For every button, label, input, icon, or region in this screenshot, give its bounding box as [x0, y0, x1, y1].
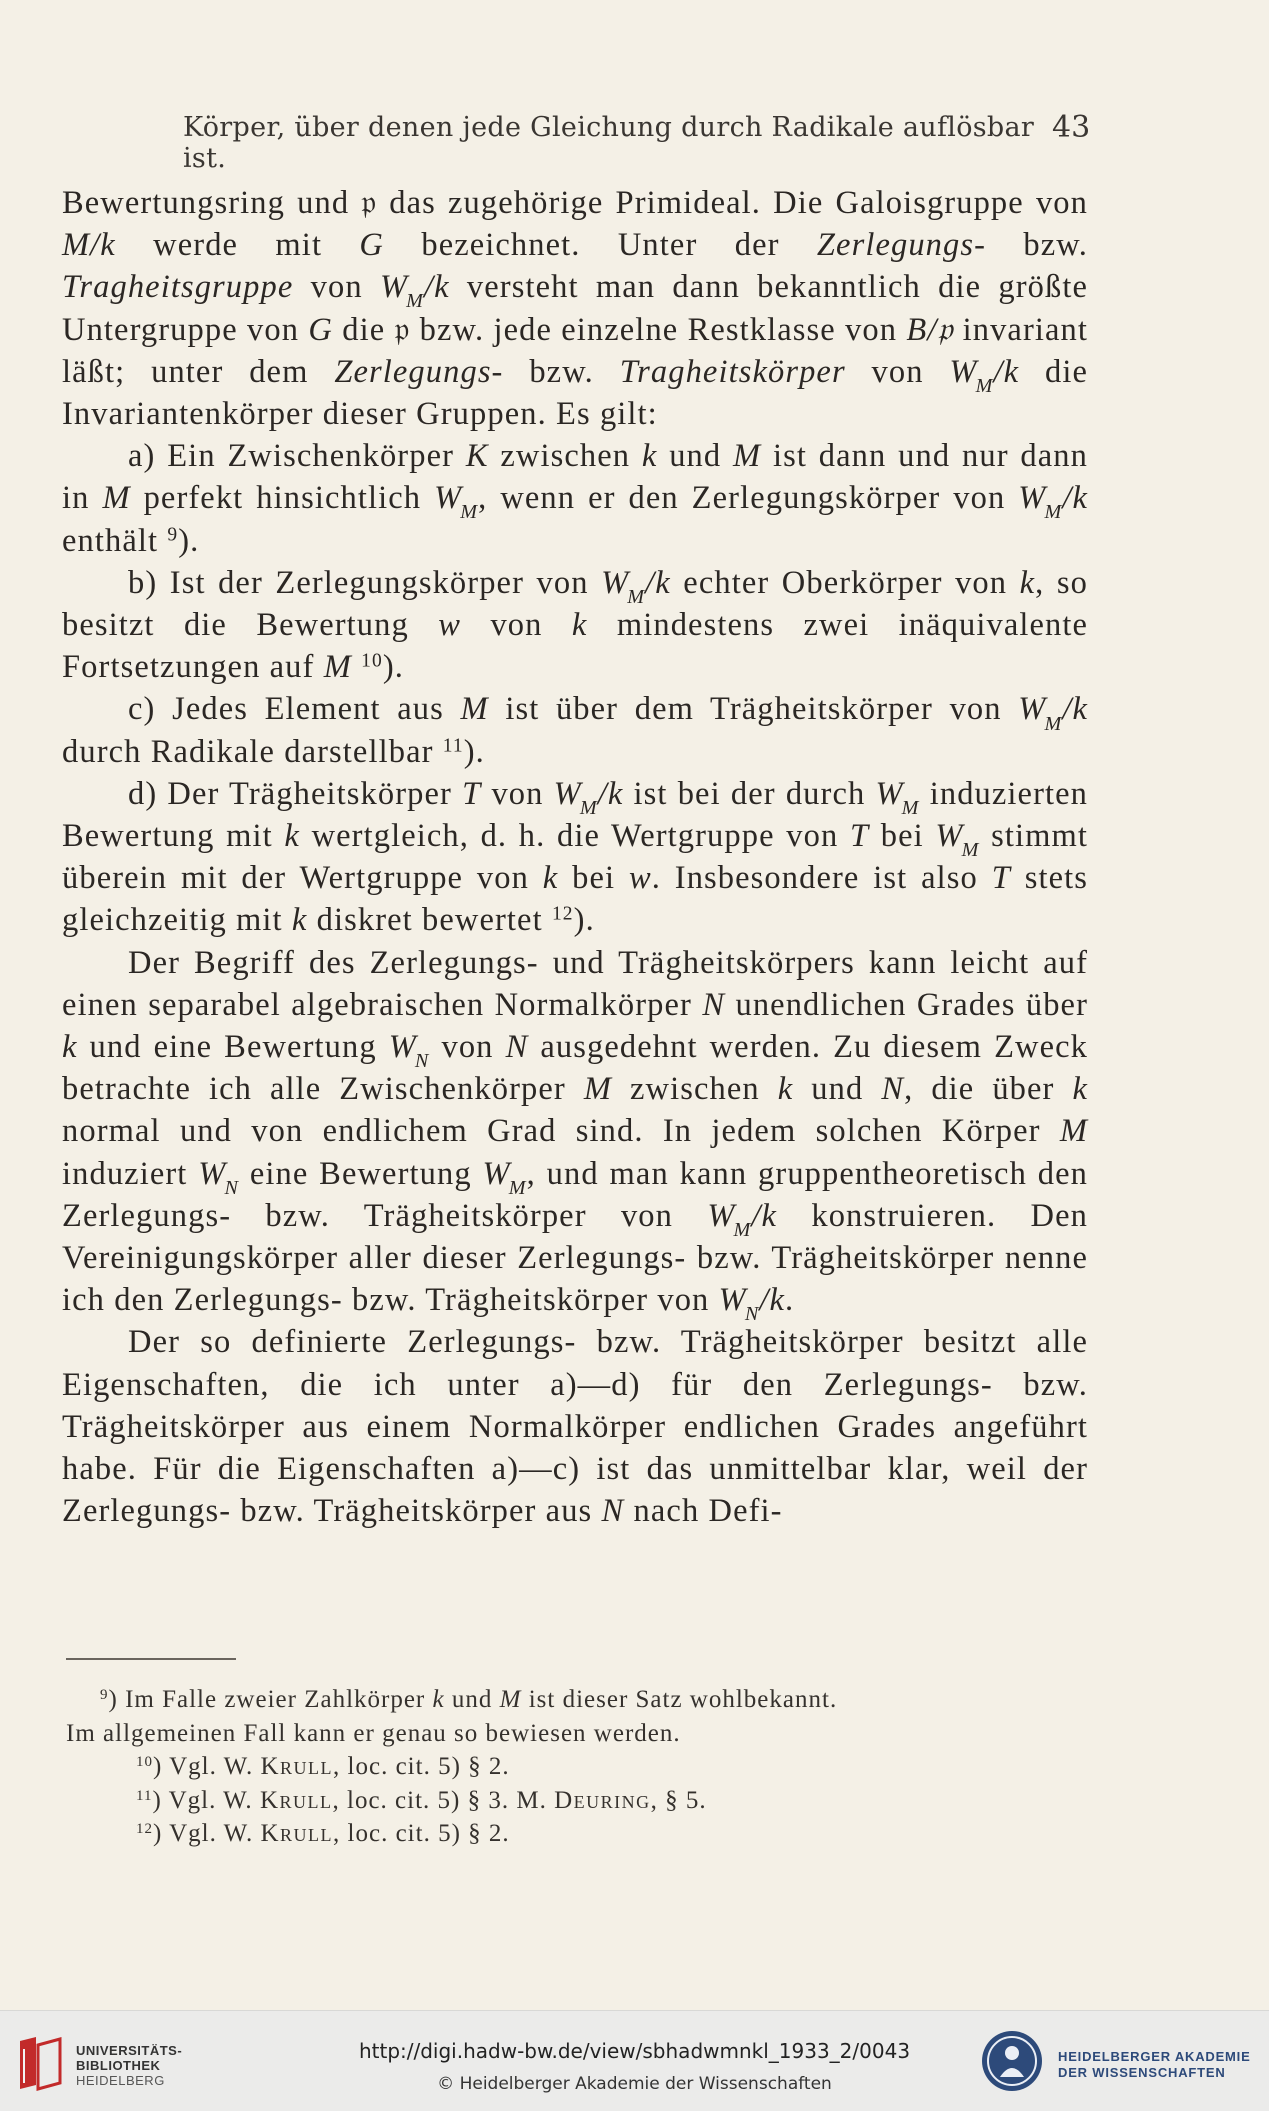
footnote-divider — [66, 1658, 236, 1660]
body-text — [62, 182, 1088, 1533]
theorem-item-a: a) Ein Zwischenkörper K zwischen k und M ist dann und nur dann in M perfekt hinsichtlich $W_M$, wenn er den Zerlegungskörper von $W_M/k$ enthält $^9$). — [62, 438, 1088, 559]
footnote-9: $^9$) Im Falle zweier Zahlkörper k und M ist dieser Satz wohlbekannt. — [100, 1686, 838, 1713]
copyright-notice: © Heidelberger Akademie der Wissenschaften — [437, 2074, 832, 2094]
theorem-item-c: c) Jedes Element aus M ist über dem Trägheitskörper von $W_M/k$ durch Radikale darstellbar $^{11}$). — [62, 691, 1089, 770]
theorem-item-b: b) Ist der Zerlegungskörper von $W_M/k$ echter Oberkörper von k, so besitzt die Bewertung w von k mindestens zwei inäquivalente Fortsetzungen auf M $^{10}$). — [62, 564, 1089, 686]
paragraph-intro: Bewertungsring und 𝔭 das zugehörige Primideal. Die Galoisgruppe von M/k werde mit G bezeichnet. Unter der Zerlegungs- bzw. Tragheitsgruppe von $W_M/k$ versteht man dann bekanntlich die größte Untergruppe von G die 𝔭 bzw. jede einzelne Restklasse von B/𝔭 invariant läßt; unter dem Zerlegungs- bzw. Tragheitskörper von $W_M/k$ die Invariantenkörper dieser Gruppen. Es gilt: — [62, 185, 1089, 433]
page-number: 43 — [1052, 110, 1091, 145]
footnote-10: $^{10}$) Vgl. W. Krull, loc. cit. 5) § 2. — [136, 1753, 510, 1780]
academy-seal-icon — [980, 2029, 1044, 2093]
permalink-url[interactable]: http://digi.hadw-bw.de/view/sbhadwmnkl_1933_2/0043 — [358, 2039, 911, 2063]
footnote-11: $^{11}$) Vgl. W. Krull, loc. cit. 5) § 3. M. Deuring, § 5. — [136, 1786, 707, 1814]
university-library-name: UNIVERSITÄTS- BIBLIOTHEK HEIDELBERG — [76, 2043, 183, 2088]
footnote-ref-12: 12 — [551, 903, 574, 925]
footnote-9-continuation: Im allgemeinen Fall kann er genau so bewiesen werden. — [66, 1719, 681, 1747]
footnote-ref-11: 11 — [442, 734, 464, 756]
footnote-ref-10: 10 — [361, 650, 383, 672]
footnote-ref-9: 9 — [167, 523, 179, 545]
academy-name: HEIDELBERGER AKADEMIE DER WISSENSCHAFTEN — [1058, 2049, 1251, 2080]
theorem-item-d: d) Der Trägheitskörper T von $W_M/k$ ist bei der durch $W_M$ induzierten Bewertung mit k wertgleich, d. h. die Wertgruppe von T bei $W_M$ stimmt überein mit der Wertgruppe von k bei w. Insbesondere ist also T stets gleichzeitig mit k diskret bewertet $^{12}$). — [62, 775, 1089, 939]
paragraph-infinite-extension: Der Begriff des Zerlegungs- und Trägheitskörpers kann leicht auf einen separabel algebraischen Normalkörper N unendlichen Grades über k und eine Bewertung $W_N$ von N ausgedehnt werden. Zu diesem Zweck betrachte ich alle Zwischenkörper M zwischen k und N, die über k normal und von endlichem Grad sind. In jedem solchen Körper M induziert $W_N$ eine Bewertung $W_M$, und man kann gruppentheoretisch den Zerlegungs- bzw. Trägheitskörper von $W_M/k$ konstruieren. Den Vereinigungskörper aller dieser Zerlegungs- bzw. Trägheitskörper nenne ich den Zerlegungs- bzw. Trägheitskörper von $W_N/k$. — [62, 944, 1089, 1326]
running-title: Körper, über denen jede Gleichung durch Radikale auflösbar ist. — [183, 112, 1035, 174]
paragraph-properties: Der so definierte Zerlegungs- bzw. Trägheitskörper besitzt alle Eigenschaften, die ich unter a)—d) für den Zerlegungs- bzw. Trägheitskörper aus einem Normalkörper endlichen Grades angeführt habe. Für die Eigenschaften a)—c) ist das unmittelbar klar, weil der Zerlegungs- bzw. Trägheitskörper aus N nach Defi- — [62, 1324, 1088, 1530]
footnotes — [66, 1683, 1086, 1851]
viewer-footer — [0, 2010, 1269, 2111]
footnote-12: $^{12}$) Vgl. W. Krull, loc. cit. 5) § 2. — [136, 1820, 510, 1847]
